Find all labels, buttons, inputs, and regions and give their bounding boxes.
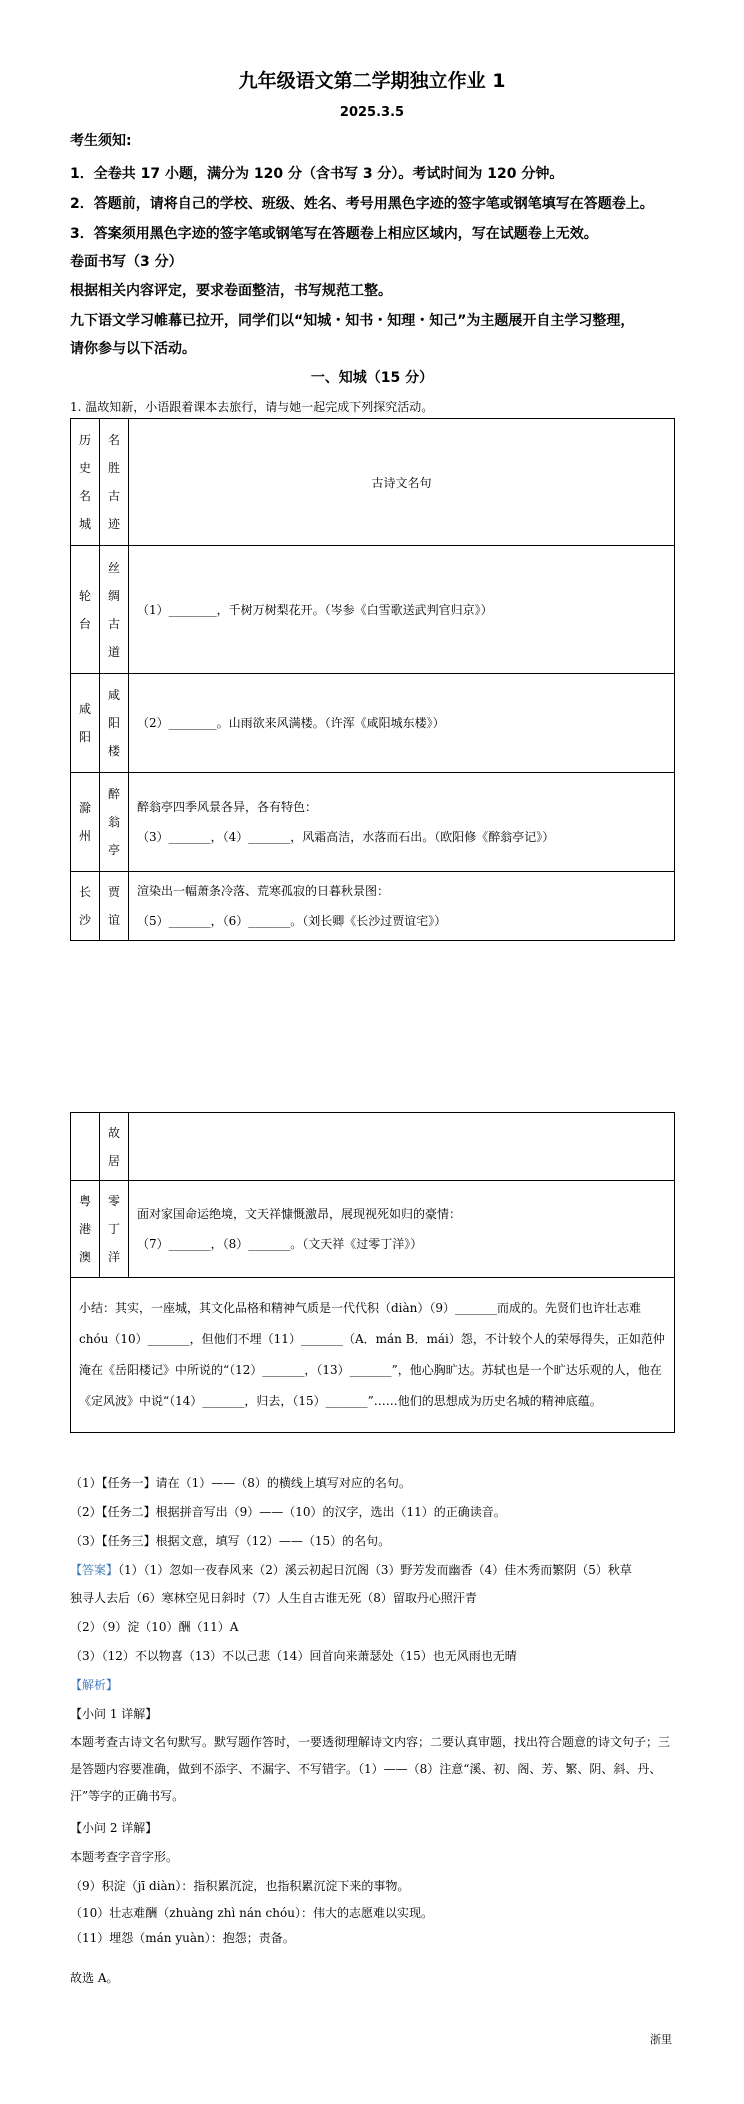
intro-line-2: 请你参与以下活动。 <box>70 341 196 357</box>
notice-line-3: 3．答案须用黑色字迹的签字笔或钢笔写在答题卷上相应区域内，写在试题卷上无效。 <box>70 226 598 242</box>
intro-line-1: 九下语文学习帷幕已拉开，同学们以“知城・知书・知理・知己”为主题展开自主学习整理， <box>70 313 635 329</box>
header-site: 名 胜 古 迹 <box>100 419 129 546</box>
poetry-table-continued <box>70 1112 675 1433</box>
writing-heading: 卷面书写（3 分） <box>70 254 183 270</box>
site-lingding-sea: 零 丁 洋 <box>100 1181 129 1278</box>
explain-10: （10）壮志难酬（zhuàng zhì nán chóu）：伟大的志愿难以实现。 <box>70 1906 433 1920</box>
analysis-tag: 【解析】 <box>70 1678 119 1692</box>
answer-tag: 【答案】 <box>70 1563 119 1577</box>
answer-line-3: （2）（9）淀（10）酬（11）A <box>70 1620 239 1634</box>
answer-line-1: 【答案】（1）（1）忽如一夜春风来（2）溪云初起日沉阁（3）野芳发而幽香（4）佳木秀而繁阴（5）秋草 <box>70 1563 632 1577</box>
analysis-subq1: 【小问 1 详解】 <box>70 1707 158 1721</box>
analysis-para-1: 本题考查古诗文名句默写。默写题作答时，一要透彻理解诗文内容；二要认真审题，找出符合题意的诗文句子；三是答题内容要准确，做到不添字、不漏字、不写错字。（1）——（8）注意“溪、初、阁、芳、繁、阴、斜、丹、汗”等字的正确书写。 <box>70 1735 671 1803</box>
task-2: （2）【任务二】根据拼音写出（9）——（10）的汉字，选出（11）的正确读音。 <box>70 1505 506 1519</box>
quote-3-4 <box>129 773 675 872</box>
header-city: 历 史 名 城 <box>71 419 100 546</box>
section-title: 一、知城（15 分） <box>310 370 434 386</box>
city-guangdong-hk-macao: 粤 港 澳 <box>71 1181 100 1278</box>
city-xianyang: 咸 阳 <box>71 674 100 773</box>
analysis-subq2: 【小问 2 详解】 <box>70 1821 158 1835</box>
page-title: 九年级语文第二学期独立作业 1 <box>238 70 506 92</box>
answer-line-4: （3）（12）不以物喜（13）不以己悲（14）回首向来萧瑟处（15）也无风雨也无晴 <box>70 1649 517 1663</box>
quote-7-8-blanks: （7）_______，（8）_______。（文天祥《过零丁洋》） <box>137 1237 423 1251</box>
notice-line-2: 2．答题前，请将自己的学校、班级、姓名、考号用黑色字迹的签字笔或钢笔填写在答题卷上。 <box>70 196 654 212</box>
answer-line-2: 独寻人去后（6）寒林空见日斜时（7）人生自古谁无死（8）留取丹心照汗青 <box>70 1591 477 1605</box>
header-quote: 古诗文名句 <box>129 419 675 546</box>
quote-1: （1）________，千树万树梨花开。（岑参《白雪歌送武判官归京》） <box>129 546 675 674</box>
quote-7-8-intro: 面对家国命运绝境，文天祥慷慨激昂，展现视死如归的豪情： <box>137 1207 462 1221</box>
answer-choice: 故选 A。 <box>70 1971 119 1985</box>
quote-3-4-intro: 醉翁亭四季风景各异，各有特色： <box>137 800 318 814</box>
analysis-para-2: 本题考查字音字形。 <box>70 1850 179 1864</box>
explain-11: （11）埋怨（mán yuàn）：抱怨；责备。 <box>70 1931 295 1945</box>
city-changsha: 长 沙 <box>71 872 100 941</box>
quote-5-6 <box>129 872 675 941</box>
site-zuiweng-pavilion: 醉 翁 亭 <box>100 773 129 872</box>
task-3: （3）【任务三】根据文意，填写（12）——（15）的名句。 <box>70 1534 391 1548</box>
site-jia-yi: 贾 谊 <box>100 872 129 941</box>
city-chuzhou: 滁 州 <box>71 773 100 872</box>
writing-desc: 根据相关内容评定，要求卷面整洁，书写规范工整。 <box>70 283 392 299</box>
page-date: 2025.3.5 <box>339 105 405 120</box>
site-former-residence: 故 居 <box>100 1113 129 1181</box>
explain-9: （9）积淀（jī diàn）：指积累沉淀，也指积累沉淀下来的事物。 <box>70 1879 410 1893</box>
city-luntai: 轮 台 <box>71 546 100 674</box>
quote-5-6-intro: 渲染出一幅萧条冷落、荒寒孤寂的日暮秋景图： <box>137 884 390 898</box>
quote-5-6-blanks: （5）_______，（6）_______。（刘长卿《长沙过贾谊宅》） <box>137 914 447 928</box>
summary-text: 小结：其实，一座城，其文化品格和精神气质是一代代积（diàn）（9）_______而成的。先贤们也许壮志难 chóu（10）_______，但他们不埋（11）_______（A．mán B．mái）怨，不计较个人的荣辱得失，正如范仲淹在《岳阳楼记》中所说的“（12）_______，（13）_______”，他心胸旷达。苏轼也是一个旷达乐观的人，他在《定风波》中说“（14）_______，归去，（15）_______”……他们的思想成为历史名城的精神底蕴。 <box>71 1278 675 1433</box>
quote-3-4-blanks: （3）_______，（4）_______，风霜高洁，水落而石出。（欧阳修《醉翁亭记》） <box>137 830 555 844</box>
quote-2: （2）________。山雨欲来风满楼。（许浑《咸阳城东楼》） <box>129 674 675 773</box>
notice-heading: 考生须知: <box>70 133 132 149</box>
question-1: 1. 温故知新，小语跟着课本去旅行，请与她一起完成下列探究活动。 <box>70 400 434 414</box>
site-silk-road: 丝 绸 古 道 <box>100 546 129 674</box>
footer-text: 浙里 <box>650 2033 672 2046</box>
quote-blank <box>129 1113 675 1181</box>
task-1: （1）【任务一】请在（1）——（8）的横线上填写对应的名句。 <box>70 1476 411 1490</box>
city-blank <box>71 1113 100 1181</box>
quote-7-8 <box>129 1181 675 1278</box>
notice-line-1: 1．全卷共 17 小题，满分为 120 分（含书写 3 分）。考试时间为 120 分钟。 <box>70 166 564 182</box>
site-xianyang-tower: 咸 阳 楼 <box>100 674 129 773</box>
poetry-table <box>70 418 675 941</box>
